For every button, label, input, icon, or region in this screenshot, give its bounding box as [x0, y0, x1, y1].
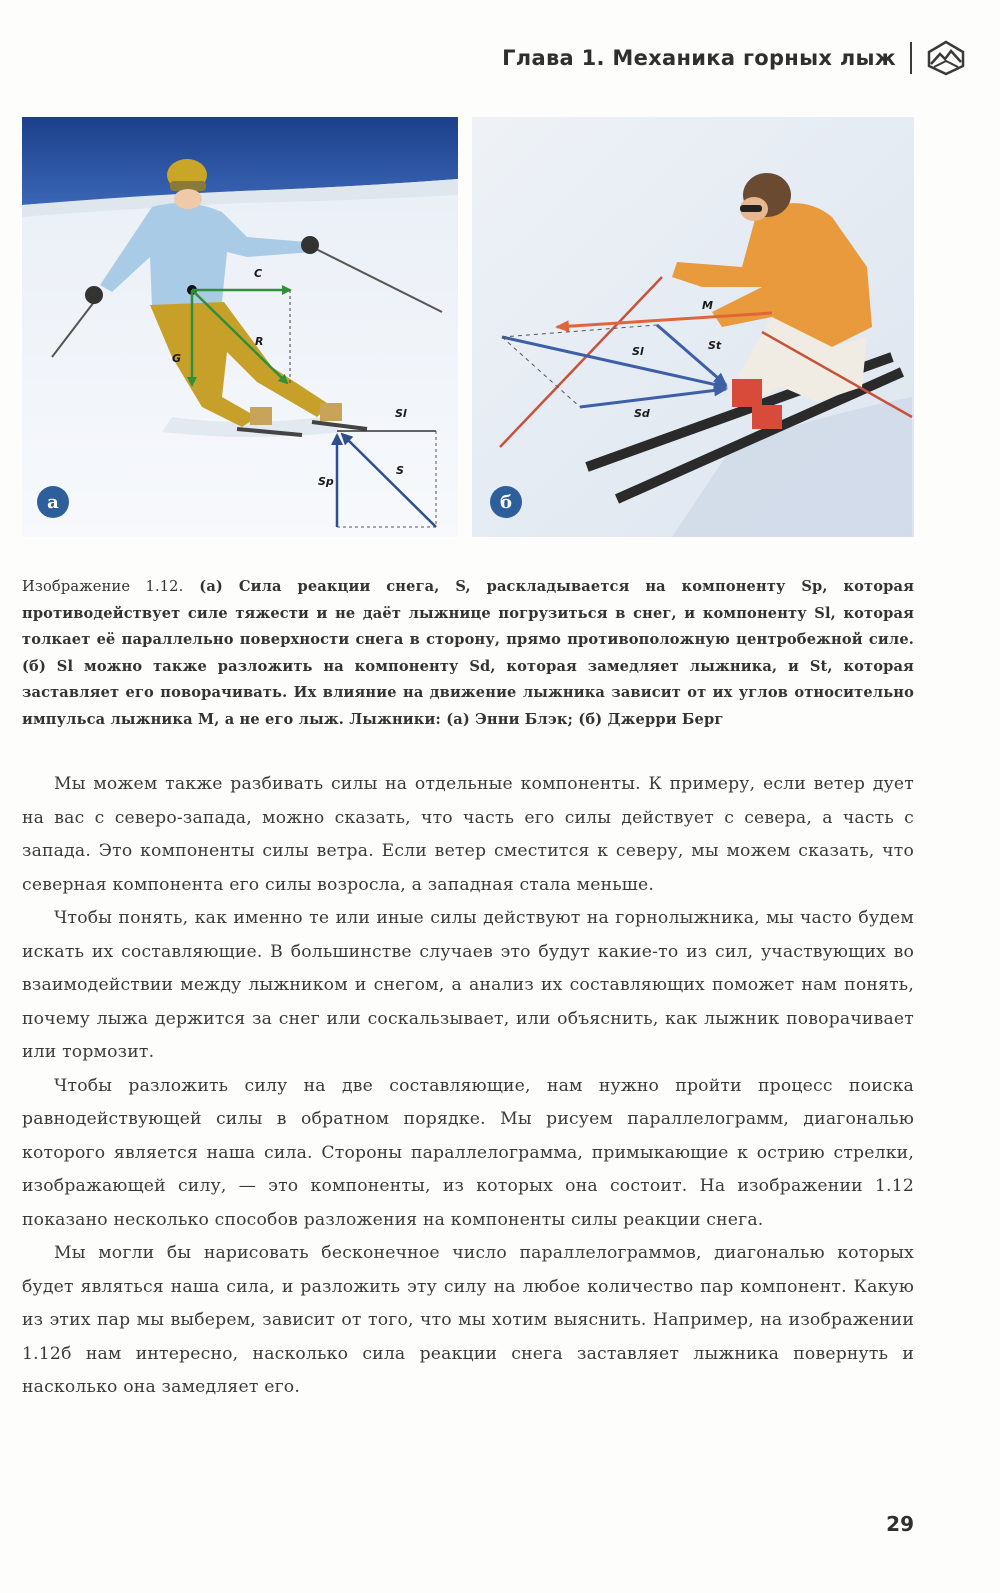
- caption-text: (а) Сила реакции снега, S, раскладывается на компоненту Sp, которая противодействует силе тяжести и не даёт лыжнице погрузиться в снег, и компоненту Sl, которая толкает её параллельно поверхности снега в сторону, прямо противоположную центробежной силе. (б) Sl можно также разложить на компоненту Sd, которая замедляет лыжника, и St, которая заставляет его поворачивать. Их влияние на движение лыжника зависит от их углов относительно импульса лыжника М, а не его лыж. Лыжники: (а) Энни Блэк; (б) Джерри Берг: [22, 578, 915, 728]
- body-text: [22, 768, 914, 1405]
- label-m: M: [702, 299, 713, 312]
- page-number: 29: [886, 1512, 914, 1536]
- chapter-title: Глава 1. Механика горных лыж: [502, 46, 896, 70]
- caption-lead: Изображение 1.12.: [22, 578, 184, 595]
- mountain-logo-icon: [926, 40, 966, 76]
- label-sd: Sd: [634, 407, 650, 420]
- header-divider: [910, 42, 912, 74]
- label-sl: Sl: [632, 345, 644, 358]
- panel-b-badge: б: [490, 486, 522, 518]
- running-header: [502, 36, 966, 80]
- label-s: S: [396, 464, 404, 477]
- paragraph: Мы можем также разбивать силы на отдельные компоненты. К примеру, если ветер дует на вас с северо-запада, можно сказать, что часть его силы действует с севера, а часть с запада. Это компоненты силы ветра. Если ветер сместится к северу, мы можем сказать, что северная компонента его силы возросла, а западная стала меньше.: [22, 774, 914, 895]
- label-st: St: [708, 339, 722, 352]
- panel-a-badge: а: [37, 486, 69, 518]
- figure-panel-b: [472, 117, 914, 537]
- label-g: G: [172, 352, 182, 365]
- paragraph: Мы могли бы нарисовать бесконечное число параллелограммов, диагональю которых будет являться наша сила, и разложить эту силу на любое количество пар компонент. Какую из этих пар мы выберем, зависит от того, что мы хотим выяснить. Например, на изображении 1.12б нам интересно, насколько сила реакции снега заставляет лыжника повернуть и насколько она замедляет его.: [22, 1243, 914, 1397]
- figure-caption: [22, 574, 914, 733]
- figure-panel-a: [22, 117, 458, 537]
- skier-b-illustration: [472, 117, 914, 537]
- label-r: R: [255, 335, 264, 348]
- label-sp: Sp: [318, 475, 334, 488]
- paragraph: Чтобы понять, как именно те или иные силы действуют на горнолыжника, мы часто будем искать их составляющие. В большинстве случаев это будут какие-то из сил, участвующих во взаимодействии между лыжником и снегом, а анализ их составляющих поможет нам понять, почему лыжа держится за снег или соскальзывает, или объяснить, как лыжник поворачивает или тормозит.: [22, 908, 914, 1062]
- skier-a-illustration: [22, 117, 458, 537]
- label-c: C: [254, 267, 263, 280]
- paragraph: Чтобы разложить силу на две составляющие, нам нужно пройти процесс поиска равнодействующей силы в обратном порядке. Мы рисуем параллелограмм, диагональю которого является наша сила. Стороны параллелограмма, примыкающие к острию стрелки, изображающей силу, — это компоненты, из которых она состоит. На изображении 1.12 показано несколько способов разложения на компоненты силы реакции снега.: [22, 1075, 914, 1230]
- label-sl: Sl: [395, 407, 407, 420]
